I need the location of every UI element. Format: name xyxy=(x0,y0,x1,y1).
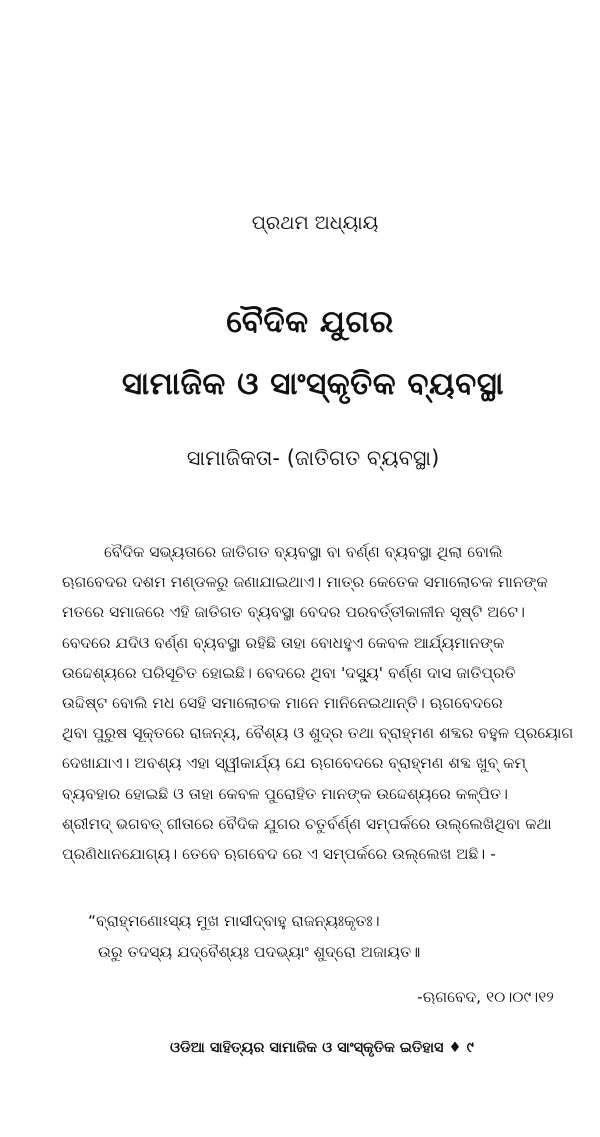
verse-line: “ବ୍ରାହ୍ମଣୋଽସ୍ୟ ମୁଖ ମାସୀଦ୍‌ବାହୁ ରାଜନ୍ୟଃକୃତଃ। xyxy=(88,912,380,930)
body-line: ବୈଦିକ ସଭ୍ୟତାରେ ଜାତିଗତ ବ୍ୟବସ୍ଥା ବା ବର୍ଣ୍ଣ ବ୍ୟବସ୍ଥା ଥିଲା ବୋଲି xyxy=(104,543,503,561)
chapter-title-line-2: ସାମାଜିକ ଓ ସାଂସ୍କୃତିକ ବ୍ୟବସ୍ଥା xyxy=(121,366,505,402)
section-subheading: ସାମାଜିକତା- (ଜାତିଗତ ବ୍ୟବସ୍ଥା) xyxy=(186,446,440,470)
body-line: ବ୍ୟବହାର ହୋଇଛି ଓ ତାହା କେବଳ ପୁରୋହିତ ମାନଙ୍କ ଉଦ୍ଦେଶ୍ୟରେ କଳ୍ପିତ। xyxy=(62,784,508,803)
page-footer: ଓଡିଆ ସାହିତ୍ୟର ସାମାଜିକ ଓ ସାଂସ୍କୃତିକ ଇତିହାସ ♦ ୯ xyxy=(170,1040,474,1056)
body-line: ଋଗବେଦର ଦଶମ ମଣ୍ଡଳରୁ ଜଣାଯାଇଥାଏ। ମାତ୍ର କେତେକ ସମାଲୋଚକ ମାନଙ୍କ xyxy=(62,573,548,592)
body-line: ଥିବା ପୁରୁଷ ସୂକ୍ତରେ ରାଜନ୍ୟ, ବୈଶ୍ୟ ଓ ଶୁଦ୍ର ତଥା ବ୍ରାହ୍ମଣ ଶବ୍ଦର ବହୁଳ ପ୍ରୟୋଗ xyxy=(62,724,574,743)
body-line: ମତରେ ସମାଜରେ ଏହି ଜାତିଗତ ବ୍ୟବସ୍ଥା ବେଦର ପରବର୍ତ୍ତୀକାଳୀନ ସୃଷ୍ଟି ଅଟେ। xyxy=(62,603,525,622)
chapter-title-line-1: ବୈଦିକ ଯୁଗର xyxy=(226,304,394,340)
verse-citation: -ଋଗବେଦ, ୧୦।୦୯।୧୨ xyxy=(417,988,554,1006)
body-line: ବେଦରେ ଯଦିଓ ବର୍ଣ୍ଣ ବ୍ୟବସ୍ଥା ରହିଛି ତାହା ବୋଧହୁଏ କେବଳ ଆର୍ଯ୍ୟମାନଙ୍କ xyxy=(62,633,505,652)
chapter-label: ପ୍ରଥମ ଅଧ୍ୟାୟ xyxy=(251,212,379,234)
body-paragraph xyxy=(62,537,574,869)
body-line: ଉଦ୍ଦିଷ୍ଟ ବୋଲି ମଧ ସେହି ସମାଲୋଚକ ମାନେ ମାନିନେଇଥାନ୍ତି। ଋଗବେଦରେ xyxy=(62,694,503,713)
body-line: ଉଦ୍ଦେଶ୍ୟରେ ପରିସୂଚିତ ହୋଇଛି। ବେଦରେ ଥିବା 'ଦସ୍ୟୁ' ବର୍ଣ୍ଣ ଦାସ ଜାତିପ୍ରତି xyxy=(62,663,516,682)
body-line: ପ୍ରଣିଧାନଯୋଗ୍ୟ। ତେବେ ଋଗବେଦ ରେ ଏ ସମ୍ପର୍କରେ ଉଲ୍ଲେଖ ଅଛି। - xyxy=(62,845,496,864)
verse-line: ଉରୁ ତଦସ୍ୟ ଯଦ୍‌ବୈଶ୍ୟଃ ପଦଭ୍ୟାଂ ଶୁଦ୍ରୋ ଅଜାୟତ॥ xyxy=(98,943,421,961)
body-line: ଦେଖାଯାଏ। ଅବଶ୍ୟ ଏହା ସ୍ୱୀକାର୍ଯ୍ୟ ଯେ ଋଗବେଦରେ ବ୍ରାହ୍ମଣ ଶବ୍ଦ ଖୁବ୍ କମ୍ xyxy=(62,754,527,773)
verse-quote xyxy=(88,906,558,968)
body-line: ଶ୍ରୀମଦ୍ ଭଗବତ୍ ଗୀତାରେ ବୈଦିକ ଯୁଗର ଚତୁର୍ବର୍ଣ୍ଣ ସମ୍ପର୍କରେ ଉଲ୍ଲେଖିଥିବା କଥା xyxy=(62,814,552,833)
